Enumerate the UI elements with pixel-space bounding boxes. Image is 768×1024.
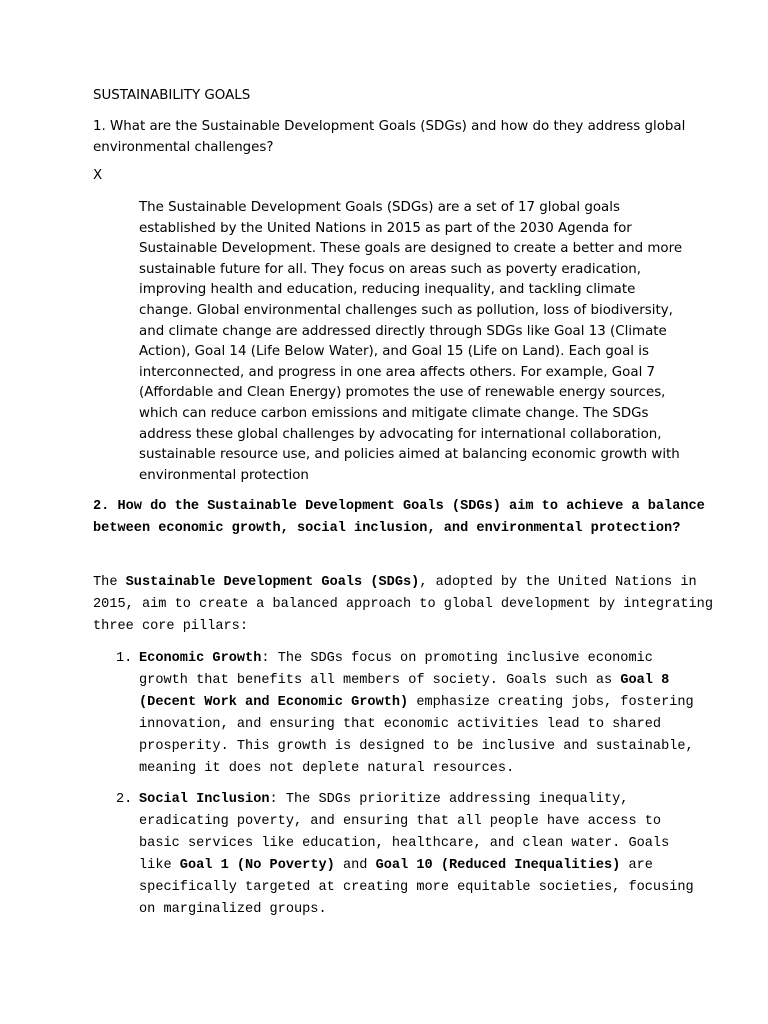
list-item-number: 1. <box>116 651 133 666</box>
question-2-heading: 2. How do the Sustainable Development Goals (SDGs) aim to achieve a balance between economic growth, social inclusion, and environmental protection? <box>93 499 705 536</box>
document-title: SUSTAINABILITY GOALS <box>93 88 251 103</box>
list-item-number: 2. <box>116 792 133 807</box>
list-item-text: : The SDGs focus on promoting inclusive economic growth that benefits all members of society. Goals such as <box>139 651 653 688</box>
list-item-text: : The SDGs prioritize addressing inequality, eradicating poverty, and ensuring that all people have access to basic services like education, healthcare, and clean water. Goals like <box>139 792 670 873</box>
question-1: 1. What are the Sustainable Development Goals (SDGs) and how do they address global environmental challenges? <box>93 119 686 155</box>
goal-reference: Goal 8 (Decent Work and Economic Growth) <box>139 672 670 710</box>
list-item-term: Social Inclusion <box>139 792 270 807</box>
intro-text-post: , adopted by the United Nations in 2015, aim to create a balanced approach to global development by integrating three core pillars: <box>93 575 713 634</box>
list-item-economic-growth <box>116 648 709 779</box>
list-item-text: emphasize creating jobs, fostering innovation, and ensuring that economic activities lead to shared prosperity. This growth is designed to be inclusive and sustainable, meaning it does not deplete natural resources. <box>139 694 694 776</box>
intro-sdgs-term: Sustainable Development Goals (SDGs) <box>125 575 420 590</box>
goal-reference: Goal 1 (No Poverty) <box>179 857 335 873</box>
list-item-text: and <box>334 857 376 873</box>
list-item-term: Economic Growth <box>139 651 262 666</box>
intro-paragraph <box>93 572 713 638</box>
list-item-social-inclusion <box>116 789 709 920</box>
list-item-text: are specifically targeted at creating more equitable societies, focusing on marginalized groups. <box>139 857 694 917</box>
answer-1-paragraph: The Sustainable Development Goals (SDGs) are a set of 17 global goals established by the United Nations in 2015 as part of the 2030 Agenda for Sustainable Development. These goals are designed to create a better and more sustainable future for all. They focus on areas such as poverty eradication, improving health and education, reducing inequality, and tackling climate change. Global environmental challenges such as pollution, loss of biodiversity, and climate change are addressed directly through SDGs like Goal 13 (Climate Action), Goal 14 (Life Below Water), and Goal 15 (Life on Land). Each goal is interconnected, and progress in one area affects others. For example, Goal 7 (Affordable and Clean Energy) promotes the use of renewable energy sources, which can reduce carbon emissions and mitigate climate change. The SDGs address these global challenges by advocating for international collaboration, sustainable resource use, and policies aimed at balancing economic growth with environmental protection <box>139 200 683 483</box>
x-mark: X <box>93 168 103 183</box>
goal-reference: Goal 10 (Reduced Inequalities) <box>375 857 621 873</box>
intro-text-pre: The <box>93 575 126 590</box>
